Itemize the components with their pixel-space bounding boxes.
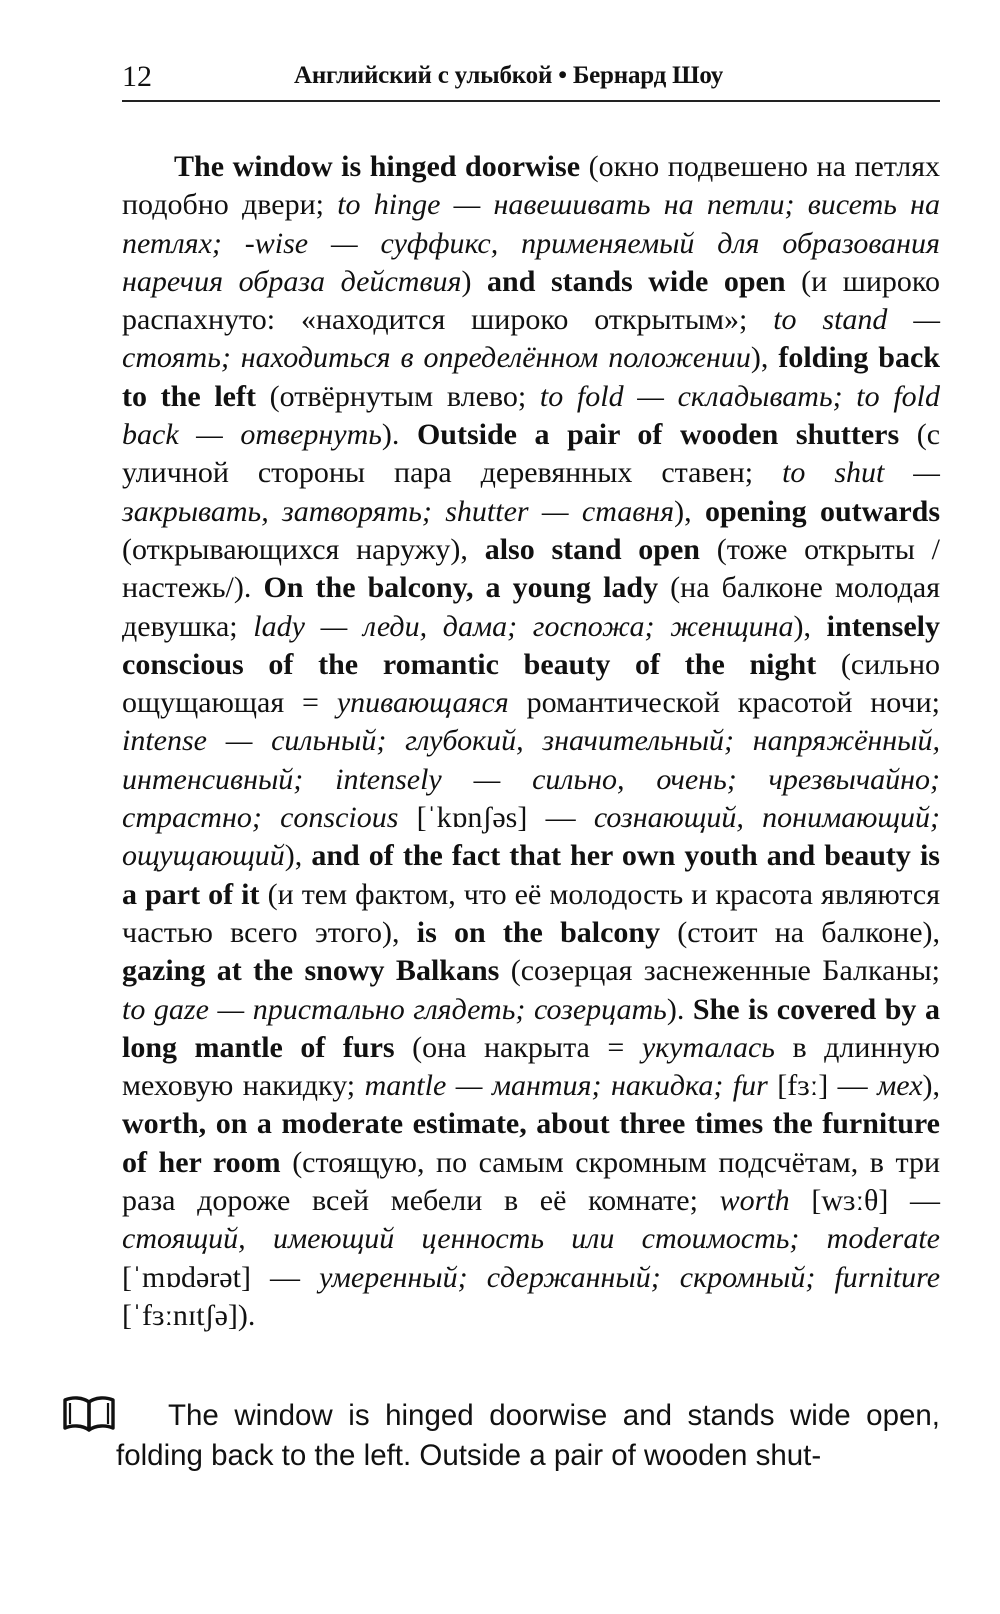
running-title: Английский с улыбкой • Бернард Шоу <box>294 62 724 89</box>
vocabulary-note: мех <box>877 1069 923 1103</box>
translation-text: ), <box>674 494 705 528</box>
english-phrase: opening outwards <box>704 494 941 528</box>
translation-text: романтической красотой ночи; <box>508 686 941 720</box>
vocabulary-note: умеренный; сдержанный; скромный; furniture <box>319 1260 941 1294</box>
english-phrase: She is covered by a long mantle of furs <box>122 992 940 1064</box>
translation-text: (тоже открыты /настежь/). <box>122 532 940 605</box>
vocabulary-note: worth <box>719 1184 790 1218</box>
vocabulary-note: сознающий, понимающий; ощущающий <box>122 801 940 873</box>
translation-text: ), <box>793 609 827 643</box>
open-book-icon <box>62 1394 116 1432</box>
page-number: 12 <box>122 60 152 93</box>
vocabulary-note: упивающаяся <box>336 686 509 720</box>
english-phrase: worth, on a moderate estimate, about three times the furniture of her room <box>122 1107 940 1179</box>
vocabulary-note: укуталась <box>641 1030 775 1064</box>
translation-text: ). <box>666 992 693 1026</box>
translation-text: ), <box>922 1069 941 1103</box>
vocabulary-note: to gaze — пристально глядеть; созерцать <box>122 992 667 1026</box>
translation-text: (на балконе молодая девушка; <box>122 571 940 643</box>
translation-text: (и тем фактом, что её молодость и красота являются частью всего этого), <box>122 877 940 949</box>
translation-text: (отвёрнутым влево; <box>255 379 540 413</box>
translation-text: ), <box>284 839 312 873</box>
translation-text: (созерцая заснеженные Балканы; <box>499 954 940 988</box>
translation-text: ). <box>381 418 417 452</box>
vocabulary-note: to shut — закрывать, затворять; shutter — ставня <box>122 456 940 528</box>
vocabulary-note: стоящий, имеющий ценность или стоимость; moderate <box>122 1222 940 1256</box>
translation-text: ) <box>461 264 488 298</box>
translation-text: ), <box>750 341 779 375</box>
vocabulary-note: intense — сильный; глубокий, значительный; напряжённый, интенсивный; intensely — сильно, очень; чрезвычайно; страстно; conscious <box>122 724 940 835</box>
vocabulary-note: to fold — складывать; to fold back — отвернуть <box>122 379 940 452</box>
annotated-paragraph <box>122 148 940 1335</box>
english-phrase: folding back to the left <box>122 341 940 413</box>
english-phrase: Outside a pair of wooden shutters <box>416 418 900 452</box>
translation-text: [fɜː] — <box>767 1069 878 1103</box>
translation-text: (стоит на балконе), <box>660 915 941 949</box>
english-phrase: intensely conscious of the romantic beauty of the night <box>122 609 941 681</box>
english-phrase: is on the balcony <box>416 915 661 949</box>
vocabulary-note: lady — леди, дама; госпожа; женщина <box>253 609 794 643</box>
translation-text: [ˈfɜːnɪtʃə]). <box>122 1298 256 1332</box>
translation-text: (она накрыта = <box>394 1030 642 1064</box>
translation-text: (сильно ощущающая = <box>122 647 940 720</box>
translation-text: [ˈkɒnʃəs] — <box>398 801 594 835</box>
english-phrase: also stand open <box>484 532 700 566</box>
english-phrase: The window is hinged doorwise <box>174 150 581 183</box>
english-phrase: gazing at the snowy Balkans <box>122 954 500 988</box>
vocabulary-note: to hinge — навешивать на петли; висеть на петлях; -wise — суффикс, применяемый для образования наречия образа действия <box>122 188 941 298</box>
translation-text: (открывающихся наружу), <box>122 532 485 566</box>
translation-text: (и широко распахнуто: «находится широко открытым»; <box>122 264 940 337</box>
english-phrase: On the balcony, a young lady <box>263 571 659 605</box>
translation-text: [ˈmɒdərət] — <box>122 1260 320 1294</box>
translation-text: [wɜːθ] — <box>789 1184 940 1218</box>
english-phrase: and stands wide open <box>487 264 786 298</box>
vocabulary-note: mantle — мантия; накидка; fur <box>364 1069 768 1103</box>
english-phrase: and of the fact that her own youth and beauty is a part of it <box>122 839 940 911</box>
translation-text: (окно подвешено на петлях подобно двери; <box>122 150 940 222</box>
translation-text: (с уличной стороны пара деревянных ставен; <box>122 418 941 490</box>
page-header <box>122 56 940 102</box>
translation-text: (стоящую, по самым скромным подсчётам, в три раза дороже всей мебели в её комнате; <box>122 1145 940 1218</box>
vocabulary-note: to stand — стоять; находиться в определённом положении <box>122 303 940 375</box>
translation-text: в длинную меховую накидку; <box>122 1030 940 1103</box>
original-text: The window is hinged doorwise and stands wide open, folding back to the left. Outside a pair of wooden shut- <box>116 1399 940 1472</box>
